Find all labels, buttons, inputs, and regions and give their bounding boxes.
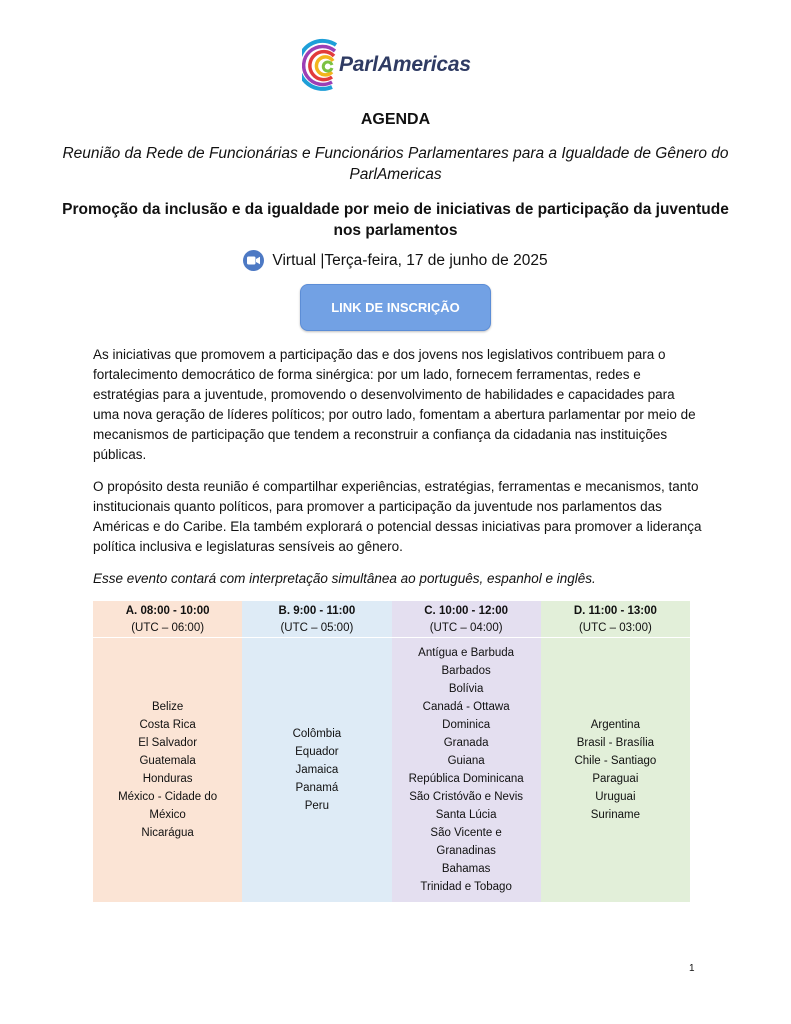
country-item: El Salvador xyxy=(138,737,198,749)
country-item: Panamá xyxy=(295,782,339,794)
time-range: B. 9:00 - 11:00 xyxy=(278,605,356,617)
country-item: Trinidad e Tobago xyxy=(420,881,512,893)
page-number: 1 xyxy=(689,963,695,974)
country-item: Uruguai xyxy=(595,791,636,803)
country-item: São Vicente e xyxy=(430,827,502,839)
intro-paragraph: As iniciativas que promovem a participação das e dos jovens nos legislativos contribuem para o fortalecimento democrático de forma sinérgica: por um lado, fornecem ferramentas, redes e estratégias para a juventude, promovendo o desenvolvimento de habilidades e capacidades para uma nova geração de líderes políticos; por outro lado, fomentam a abertura parlamentar por meio de mecanismos de participação que tendem a reconstruir a confiança da cidadania nas instituições públicas. xyxy=(93,347,696,462)
page-title: AGENDA xyxy=(360,111,431,128)
logo-wordmark: ParlAmericas xyxy=(339,53,471,76)
event-date-text: Virtual |Terça-feira, 17 de junho de 2025 xyxy=(272,251,548,269)
country-item: Granadinas xyxy=(436,845,496,857)
meeting-theme: Promoção da inclusão e da igualdade por meio de iniciativas de participação da juventude nos parlamentos xyxy=(62,201,729,239)
country-item: Granada xyxy=(443,737,489,749)
column-header xyxy=(392,601,541,638)
country-item: México - Cidade do xyxy=(118,791,218,803)
utc-offset: (UTC – 04:00) xyxy=(429,622,503,634)
country-item: Bolívia xyxy=(448,683,484,695)
column-header xyxy=(242,601,391,638)
time-zone-column-c xyxy=(392,601,541,902)
country-item: Jamaica xyxy=(295,764,339,776)
utc-offset: (UTC – 05:00) xyxy=(280,622,354,634)
country-item: Barbados xyxy=(441,665,491,677)
country-item: Costa Rica xyxy=(139,719,196,731)
country-list xyxy=(242,638,391,902)
country-item: México xyxy=(149,809,186,821)
time-zone-column-b xyxy=(242,601,391,902)
utc-offset: (UTC – 03:00) xyxy=(578,622,652,634)
event-meta xyxy=(0,250,791,271)
country-item: Honduras xyxy=(142,773,193,785)
time-zone-column-d xyxy=(541,601,690,902)
time-range: D. 11:00 - 13:00 xyxy=(573,605,657,617)
country-item: Paraguai xyxy=(592,773,639,785)
time-zone-table xyxy=(93,601,690,902)
country-item: Equador xyxy=(295,746,339,758)
country-item: Santa Lúcia xyxy=(435,809,497,821)
column-header xyxy=(541,601,690,638)
meeting-subtitle: Reunião da Rede de Funcionárias e Funcionários Parlamentares para a Igualdade de Gênero do ParlAmericas xyxy=(62,145,729,183)
country-list xyxy=(541,638,690,902)
purpose-paragraph: O propósito desta reunião é compartilhar experiências, estratégias, ferramentas e mecanismos, tanto institucionais quanto políticos, para promover a participação da juventude nos parlamentos das Américas e do Caribe. Ela também explorará o potencial dessas iniciativas para promover a liderança política inclusiva e legislaturas sensíveis ao gênero. xyxy=(93,479,702,554)
country-item: Colômbia xyxy=(292,728,342,740)
country-item: Guatemala xyxy=(139,755,196,767)
country-list xyxy=(392,638,541,902)
country-item: Dominica xyxy=(442,719,491,731)
video-camera-icon xyxy=(243,250,264,271)
time-zone-column-a xyxy=(93,601,242,902)
country-item: Guiana xyxy=(447,755,485,767)
country-list xyxy=(93,638,242,902)
time-range: C. 10:00 - 12:00 xyxy=(424,605,508,617)
parlamericas-logo xyxy=(302,37,492,93)
country-item: Belize xyxy=(151,701,184,713)
logo-arcs-icon xyxy=(302,37,342,93)
country-item: Brasil - Brasília xyxy=(576,737,655,749)
country-item: República Dominicana xyxy=(408,773,524,785)
country-item: Antígua e Barbuda xyxy=(418,647,515,659)
column-header xyxy=(93,601,242,638)
registration-link-button[interactable]: LINK DE INSCRIÇÃO xyxy=(300,284,491,331)
utc-offset: (UTC – 06:00) xyxy=(131,622,205,634)
country-item: Bahamas xyxy=(441,863,491,875)
country-item: Chile - Santiago xyxy=(574,755,657,767)
country-item: Canadá - Ottawa xyxy=(422,701,510,713)
time-range: A. 08:00 - 10:00 xyxy=(125,605,210,617)
interpretation-note: Esse evento contará com interpretação simultânea ao português, espanhol e inglês. xyxy=(93,571,596,586)
country-item: Suriname xyxy=(590,809,640,821)
country-item: Peru xyxy=(304,800,330,812)
country-item: Argentina xyxy=(590,719,640,731)
country-item: Nicarágua xyxy=(141,827,194,839)
country-item: São Cristóvão e Nevis xyxy=(409,791,524,803)
